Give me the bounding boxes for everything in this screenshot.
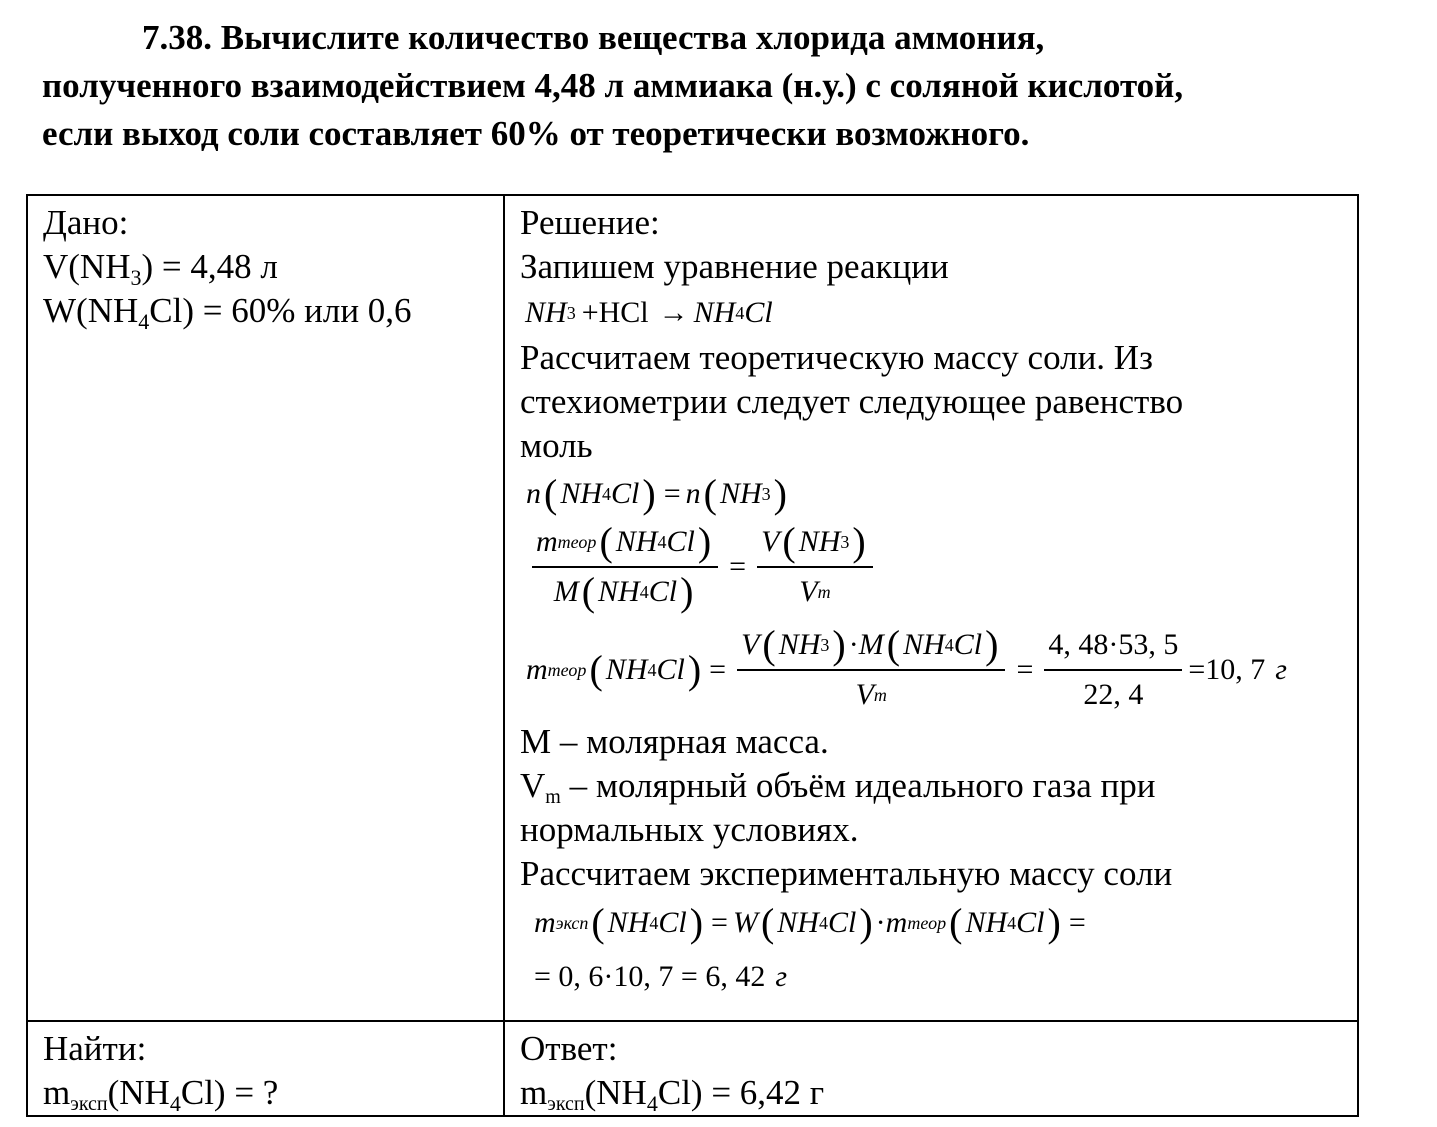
equation-theoretical-mass: m теор ( NH 4 Cl ) = V ( NH 3 ) · M ( NH 4 Cl ) V m = $\frac{4, 48\cdot 53, 5}{22, 4}$ =10, 7 г xyxy=(526,622,1287,711)
theory-text-2: стехиометрии следует следующее равенство xyxy=(520,382,1184,421)
find-quantity: $mэксп(NH_4Cl)$ = ? xyxy=(43,1073,279,1116)
definition-molar-volume-2: нормальных условиях. xyxy=(520,810,859,849)
given-cell xyxy=(27,195,504,1021)
solution-heading: Решение: xyxy=(520,203,660,242)
problem-line-1: 7.38. Вычислите количество вещества хлорида аммония, xyxy=(142,18,1045,57)
experimental-text: Рассчитаем экспериментальную массу соли xyxy=(520,854,1173,893)
definition-molar-volume: Vm – молярный объём идеального газа при xyxy=(520,766,1156,808)
equation-ratio: m теор ( NH 4 Cl ) M ( NH 4 Cl ) = V ( NH 3 ) V m xyxy=(520,520,1357,614)
answer-cell xyxy=(504,1021,1358,1116)
theory-text-3: моль xyxy=(520,426,593,465)
theory-text-1: Рассчитаем теоретическую массу соли. Из xyxy=(520,338,1153,377)
definition-molar-mass: M – молярная масса. xyxy=(520,722,829,761)
given-volume: $V(NH_3) = 4,48$ л xyxy=(43,247,278,290)
find-heading: Найти: xyxy=(43,1029,147,1068)
given-heading: Дано: xyxy=(43,203,129,242)
equation-experimental-mass: m эксп ( NH 4 Cl ) = W ( NH 4 Cl ) · m теор ( NH 4 Cl ) = xyxy=(534,900,1086,945)
equation-experimental-result: = 0, 6·10, 7 = 6, 42 г xyxy=(534,960,788,993)
solution-cell xyxy=(504,195,1358,1021)
given-yield: $W(NH_4Cl) = 60\%$ или 0,6 xyxy=(43,291,412,334)
reaction-intro: Запишем уравнение реакции xyxy=(520,247,949,286)
problem-line-3: если выход соли составляет 60% от теоретически возможного. xyxy=(42,114,1030,153)
answer-value: $mэксп(NH_4Cl) = 6,42$ г xyxy=(520,1073,825,1116)
solution-table xyxy=(26,194,1359,1117)
problem-statement xyxy=(42,14,1382,158)
find-cell xyxy=(27,1021,504,1116)
problem-line-2: полученного взаимодействием 4,48 л аммиака (н.у.) с соляной кислотой, xyxy=(42,66,1184,105)
equation-moles: n ( NH 4 Cl ) = n ( NH 3 ) xyxy=(526,471,787,516)
answer-heading: Ответ: xyxy=(520,1029,618,1068)
reaction-equation: NH 3 +HCl → NH 4 Cl xyxy=(525,295,773,329)
